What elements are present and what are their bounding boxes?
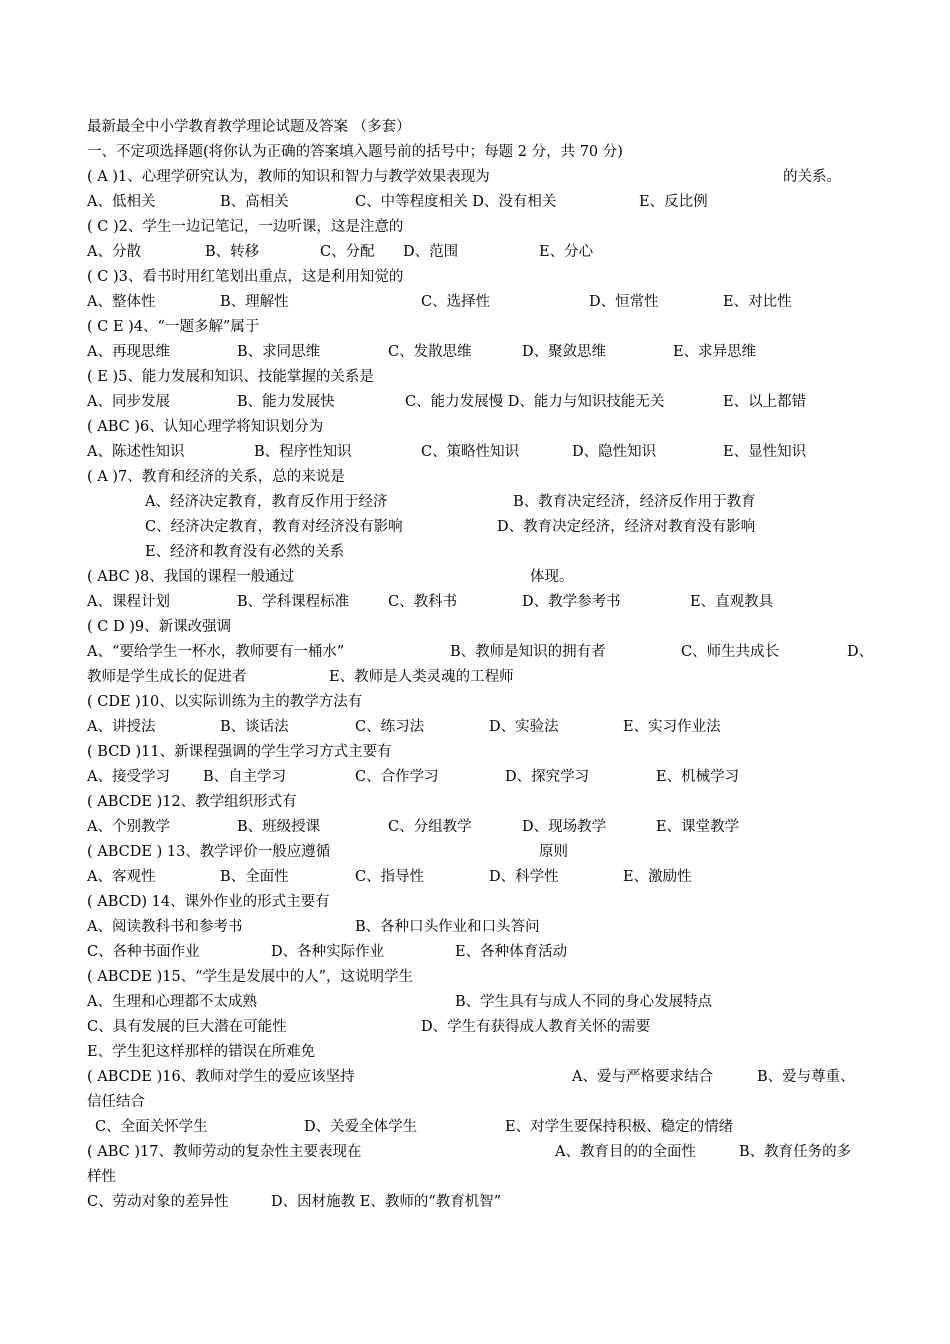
question-7-stem: ( A )7、教育和经济的关系，总的来说是 (87, 469, 345, 485)
question-12-stem: ( ABCDE )12、教学组织形式有 (87, 794, 297, 810)
question-15-stem: ( ABCDE )15、“学生是发展中的人”，这说明学生 (87, 969, 414, 985)
section-heading: 一、不定项选择题(将你认为正确的答案填入题号前的括号中；每题 2 分，共 70 分) (87, 144, 623, 160)
question-10-stem: ( CDE )10、以实际训练为主的教学方法有 (87, 694, 363, 710)
question-3-stem: ( C )3、看书时用红笔划出重点，这是利用知觉的 (87, 269, 404, 285)
question-4-stem: ( C E )4、“一题多解”属于 (87, 319, 260, 335)
document-title: 最新最全中小学教育教学理论试题及答案 （多套） (87, 119, 411, 135)
document-page: 最新最全中小学教育教学理论试题及答案 （多套） 一、不定项选择题(将你认为正确的答案填入题号前的括号中；每题 2 分，共 70 分) ( A )1、心理学研究认为，教师的知识和智力与教学效果表现为 的关系。 A、低相关 B、高相关 C、中等程度相关 D、没有相关 E、反比例 ( C )2、学生一边记笔记，一边听课，这是注意的 A、分散 B、转移 C、分配 D、范围 E、分心 ( C )3、看书时用红笔划出重点，这是利用知觉的 A、整体性 B、理解性 C、选择性 D、恒常性 E、对比性 ( C E )4、“一题多解”属于 A、再现思维 B、求同思维 C、发散思维 D、聚敛思维 E、求异思维 ( E )5、能力发展和知识、技能掌握的关系是 A、同步发展 B、能力发展快 C、能力发展慢 D、能力与知识技能无关 E、以上都错 ( ABC )6、认知心理学将知识划分为 A、陈述性知识 B、程序性知识 C、策略性知识 D、隐性知识 E、显性知识 ( A )7、教育和经济的关系，总的来说是 A、经济决定教育，教育反作用于经济 B、教育决定经济，经济反作用于教育 C、经济决定教育，教育对经济没有影响 D、教育决定经济，经济对教育没有影响 E、经济和教育没有必然的关系 ( ABC )8、我国的课程一般通过 体现。 A、课程计划 B、学科课程标准 C、教科书 D、教学参考书 E、直观教具 ( C D )9、新课改强调 A、“要给学生一杯水，教师要有一桶水” B、教师是知识的拥有者 C、师生共成长 D、 教师是学生成长的促进者 E、教师是人类灵魂的工程师 ( CDE )10、以实际训练为主的教学方法有 A、讲授法 B、谈话法 C、练习法 D、实验法 E、实习作业法 ( BCD )11、新课程强调的学生学习方式主要有 A、接受学习 B、自主学习 C、合作学习 D、探究学习 E、机械学习 ( ABCDE )12、教学组织形式有 A、个别教学 B、班级授课 C、分组教学 D、现场教学 E、课堂教学 ( ABCDE ) 13、教学评价一般应遵循 原则 A、客观性 B、全面性 C、指导性 D、科学性 E、激励性 ( ABCD) 14、课外作业的形式主要有 A、阅读教科书和参考书 B、各种口头作业和口头答问 C、各种书面作业 D、各种实际作业 E、各种体育活动 ( ABCDE )15、“学生是发展中的人”，这说明学生 A、生理和心理都不太成熟 B、学生具有与成人不同的身心发展特点 C、具有发展的巨大潜在可能性 D、学生有获得成人教育关怀的需要 E、学生犯这样那样的错误在所难免 ( ABCDE )16、教师对学生的爱应该坚持 A、爱与严格要求结合 B、爱与尊重、 信任结合 C、全面关怀学生 D、关爱全体学生 E、对学生要保持积极、稳定的情绪 ( ABC )17、教师劳动的复杂性主要表现在 A、教育目的的全面性 B、教育任务的多 样性 C、劳动对象的差异性 D、因材施教 E、教师的“教育机智” (87, 119, 874, 1210)
question-2-stem: ( C )2、学生一边记笔记，一边听课，这是注意的 (87, 219, 404, 235)
question-6-stem: ( ABC )6、认知心理学将知识划分为 (87, 419, 324, 435)
question-14-stem: ( ABCD) 14、课外作业的形式主要有 (87, 894, 330, 910)
question-11-stem: ( BCD )11、新课程强调的学生学习方式主要有 (87, 744, 392, 760)
question-9-stem: ( C D )9、新课改强调 (87, 619, 232, 635)
question-5-stem: ( E )5、能力发展和知识、技能掌握的关系是 (87, 369, 374, 385)
